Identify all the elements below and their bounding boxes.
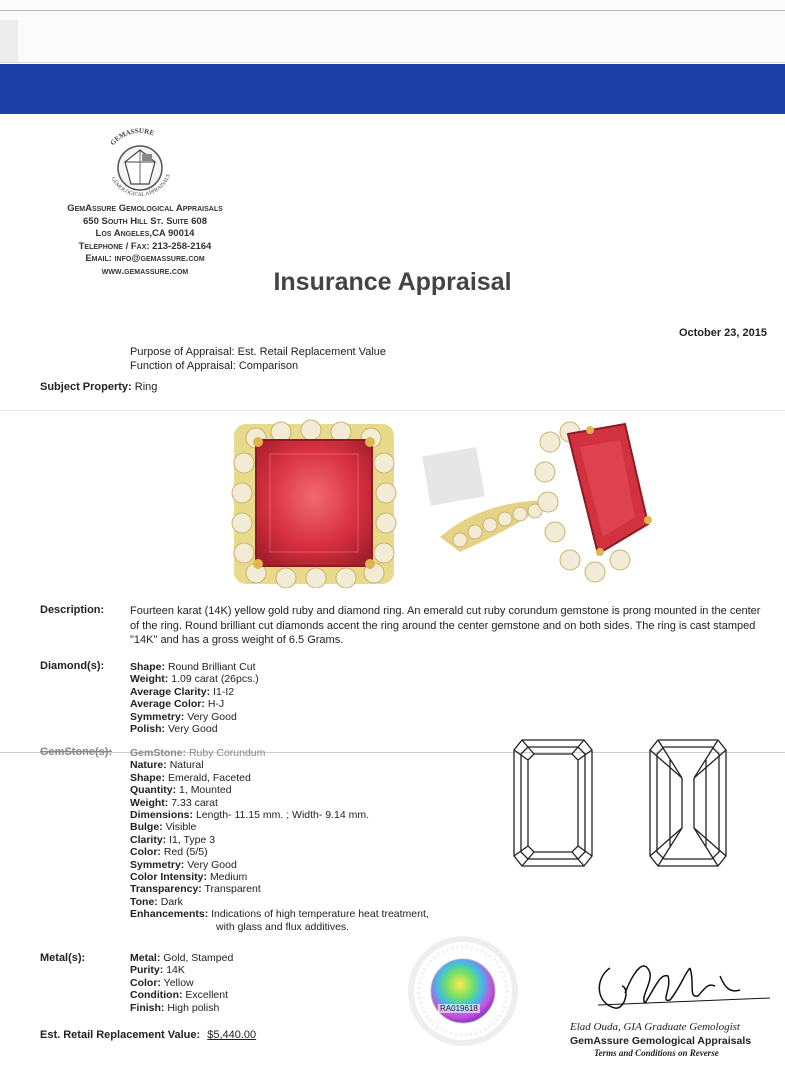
gem-row: Tone: Dark — [130, 895, 183, 908]
diamonds-label: Diamond(s): — [40, 660, 105, 672]
company-city: Los Angeles,CA 90014 — [95, 228, 195, 239]
ring-photo-front — [226, 418, 406, 588]
ring-photo-side — [420, 412, 660, 592]
retail-value-amount: $5,440.00 — [207, 1029, 257, 1041]
company-address: 650 South Hill St. Suite 608 — [83, 215, 207, 227]
appraiser-org: GemAssure Gemological Appraisals — [570, 1035, 752, 1047]
description-text: Fourteen karat (14K) yellow gold ruby and diamond ring. An emerald cut ruby corundum gemstone is prong mounted in the center of the ring. Round brilliant cut diamonds accent the ring around the center gemstone and on both sides. The ring is cast stamped "14K" and has a gross weight of 6.5 Grams. — [130, 605, 761, 646]
diamond-row: Weight: 1.09 carat (26pcs.) — [130, 673, 259, 686]
diamond-row: Shape: Round Brilliant Cut — [130, 661, 256, 673]
metals-label: Metal(s): — [40, 952, 86, 964]
gem-row: Symmetry: Very Good — [130, 858, 237, 871]
gem-row: with glass and flux additives. — [216, 920, 350, 933]
purpose-block — [130, 345, 386, 373]
gem-row: Transparency: Transparent — [130, 883, 261, 896]
subject-property — [40, 381, 157, 393]
metal-row: Metal: Gold, Stamped — [130, 952, 234, 964]
svg-text:GEMASSURE: GEMASSURE — [108, 128, 156, 148]
metal-row: Color: Yellow — [130, 976, 194, 989]
gem-row: GemStone: Ruby Corundum — [130, 747, 266, 759]
company-web: www.gemassure.com — [101, 265, 189, 277]
appraisal-date: October 23, 2015 — [678, 327, 767, 339]
company-email: Email: info@gemassure.com — [85, 253, 205, 264]
metal-row: Purity: 14K — [130, 964, 185, 977]
gem-row: Color Intensity: Medium — [130, 871, 248, 884]
gem-row: Dimensions: Length- 11.15 mm. ; Width- 9.14 mm. — [130, 809, 370, 822]
description-label: Description: — [40, 604, 105, 616]
metal-details — [130, 952, 233, 1014]
gemstone-details — [130, 747, 429, 933]
gem-row: Quantity: 1, Mounted — [130, 784, 232, 797]
hologram-id: RA019618 — [440, 1004, 478, 1013]
gem-row: Clarity: I1, Type 3 — [130, 833, 216, 846]
appraiser-name: Elad Ouda, GIA Graduate Gemologist — [570, 1021, 740, 1033]
gemassure-logo — [95, 128, 185, 202]
emerald-cut-top-diagram — [512, 738, 594, 868]
subject-value: Ring — [134, 381, 158, 393]
scan-edge — [0, 0, 785, 63]
company-info — [30, 203, 260, 278]
gem-row: Bulge: Visible — [130, 821, 197, 834]
signature — [590, 948, 780, 1018]
diamond-row: Average Color: H-J — [130, 698, 225, 711]
company-phone: Telephone / Fax: 213-258-2164 — [78, 240, 212, 252]
gem-row: Weight: 7.33 carat — [130, 796, 218, 809]
gem-row: Shape: Emerald, Faceted — [130, 771, 251, 784]
retail-value-label: Est. Retail Replacement Value: — [40, 1029, 201, 1041]
blue-header-band — [0, 64, 785, 114]
diamond-row: Average Clarity: I1-I2 — [130, 685, 235, 698]
diamonds-details — [130, 661, 259, 735]
scan-fold — [0, 410, 785, 411]
emerald-cut-pavilion-diagram — [648, 738, 728, 868]
subject-label: Subject Property: — [40, 381, 132, 393]
purpose-line: Purpose of Appraisal: Est. Retail Replacement Value — [130, 346, 386, 358]
gem-row: Enhancements: Indications of high temperature heat treatment, — [130, 908, 429, 921]
diamond-row: Symmetry: Very Good — [130, 710, 237, 723]
function-line: Function of Appraisal: Comparison — [130, 360, 299, 372]
svg-text:GEMOLOGICAL APPRAISALS: GEMOLOGICAL APPRAISALS — [109, 173, 173, 199]
diamond-row: Polish: Very Good — [130, 723, 218, 736]
metal-row: Condition: Excellent — [130, 989, 229, 1002]
retail-value — [40, 1029, 256, 1041]
gem-row: Color: Red (5/5) — [130, 846, 208, 859]
document-title: Insurance Appraisal — [273, 268, 512, 296]
gemstone-label: GemStone(s): — [40, 746, 113, 758]
gem-row: Nature: Natural — [130, 759, 204, 772]
hologram-seal — [388, 936, 538, 1046]
metal-row: Finish: High polish — [130, 1001, 220, 1014]
company-name: GemAssure Gemological Appraisals — [67, 203, 223, 214]
terms-note: Terms and Conditions on Reverse — [594, 1048, 719, 1058]
